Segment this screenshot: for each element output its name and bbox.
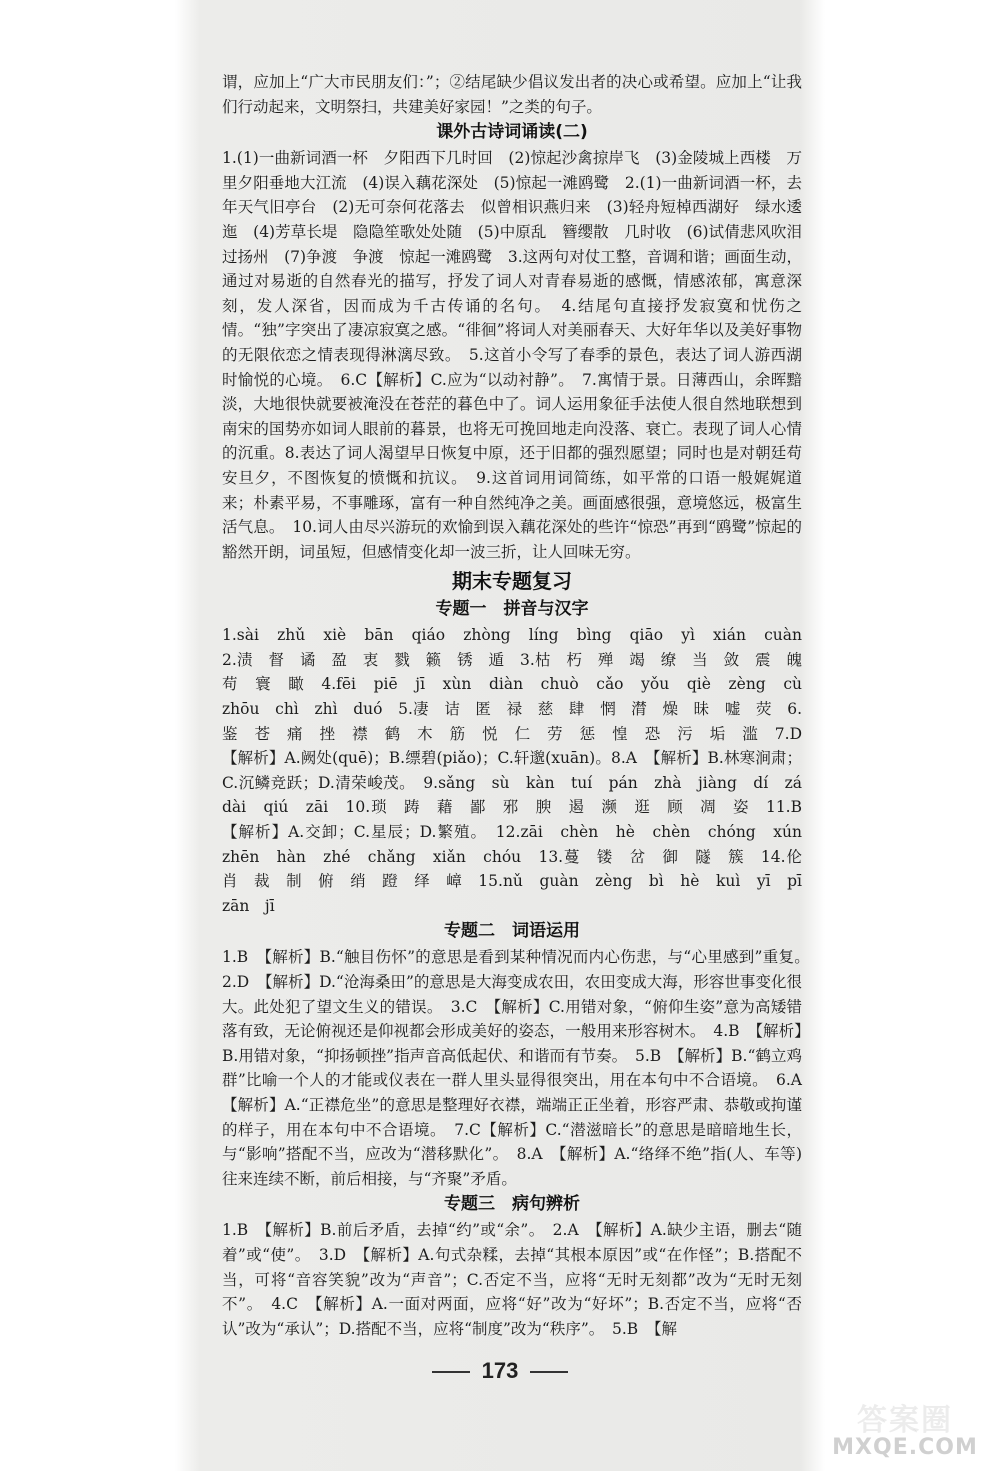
watermark-text: 答案圈 xyxy=(857,1403,953,1438)
topic1-title: 专题一 拼音与汉字 xyxy=(435,599,589,620)
review-title: 期末专题复习 xyxy=(452,569,572,594)
page-number-left-dash xyxy=(432,1371,470,1373)
watermark-logo xyxy=(820,1395,990,1465)
poetry-section-title: 课外古诗词诵读(二) xyxy=(436,122,588,143)
topic2-title: 专题二 词语运用 xyxy=(444,921,580,942)
page-number-right-dash xyxy=(530,1371,568,1373)
page-number-text: 173 xyxy=(481,1358,519,1383)
topic3-title: 专题三 病句辨析 xyxy=(444,1194,580,1215)
topic3-answers: 1.B 【解析】B.前后矛盾，去掉“约”或“余”。 2.A 【解析】A.缺少主语，删去“随着”或“使”。 3.D 【解析】A.句式杂糅，去掉“其根本原因”或“在作怪”；B.搭配不当，可将“音容笑貌”改为“声音”；C.否定不当，应将“无时无刻都”改为“无时无刻不”。 4.C 【解析】A.一面对两面，应将“好”改为“好坏”；B.否定不当，应将“否认”改为“承认”；D.搭配不当，应将“制度”改为“秩序”。 5.B 【解 xyxy=(222,1221,802,1338)
watermark-url: MXQE.COM xyxy=(832,1435,978,1460)
poetry-answers: 1.(1)一曲新词酒一杯 夕阳西下几时回 (2)惊起沙禽掠岸飞 (3)金陵城上西楼 万里夕阳垂地大江流 (4)误入藕花深处 (5)惊起一滩鸥鹭 2.(1)一曲新词酒一杯，去年天气旧亭台 (2)无可奈何花落去 似曾相识燕归来 (3)轻舟短棹西湖好 绿水逶迤 (4)芳草长堤 隐隐笙歌处处随 (5)中原乱 簪缨散 几时收 (6)试倩悲风吹泪过扬州 (7)争渡 争渡 惊起一滩鸥鹭 3.这两句对仗工整，音调和谐；画面生动，通过对易逝的自然春光的描写，抒发了词人对青春易逝的感慨，情感浓郁，寓意深刻，发人深省，因而成为千古传诵的名句。 4.结尾句直接抒发寂寞和忧伤之情。“独”字突出了凄凉寂寞之感。“徘徊”将词人对美丽春天、大好年华以及美好事物的无限依恋之情表现得淋漓尽致。 5.这首小令写了春季的景色，表达了词人游西湖时愉悦的心境。 6.C【解析】C.应为“以动衬静”。 7.寓情于景。日薄西山，余晖黯淡，大地很快就要被淹没在苍茫的暮色中了。词人运用象征手法使人很自然地联想到南宋的国势亦如词人眼前的暮景，也将无可挽回地走向没落、衰亡。表现了词人心情的沉重。8.表达了词人渴望早日恢复中原，还于旧都的强烈愿望；同时也是对朝廷苟安旦夕，不图恢复的愤慨和抗议。 9.这首词用词简练，如平常的口语一般娓娓道来；朴素平易，不事雕琢，富有一种自然纯净之美。画面感很强，意境悠远，极富生活气息。 10.词人由尽兴游玩的欢愉到误入藕花深处的些许“惊恐”再到“鸥鹭”惊起的豁然开朗，词虽短，但感情变化却一波三折，让人回味无穷。 xyxy=(222,149,802,561)
intro-paragraph: 谓，应加上“广大市民朋友们：”；②结尾缺少倡议发出者的决心或希望。应加上“让我们行动起来，文明祭扫，共建美好家园！”之类的句子。 xyxy=(222,73,802,116)
page-number xyxy=(0,1358,1000,1384)
topic1-answers: 1.sài zhǔ xiè bān qiáo zhòng líng bìng qiāo yì xián cuàn 2.渍 督 谲 盈 衷 戮 籁 锈 遁 3.枯 朽 殚 竭 缭 当 敛 震 魄 苟 寰 瞰 4.fēi piē jī xùn diàn chuò cǎo yǒu qiè zèng cù zhōu chì zhì duó 5.凄 诘 匿 禄 慈 肆 惘 潸 燥 昧 嘘 荧 6.鉴 苍 痛 挫 襟 鹤 木 筋 悦 仁 劳 惩 惶 恐 污 垢 滥 7.D 【解析】A.阙处(quē)；B.缥碧(piǎo)；C.轩邈(xuān)。8.A 【解析】B.林寒涧肃；C.沉鳞竞跃；D.清荣峻茂。 9.sǎng sù kàn tuí pán zhà jiàng dí zá dài qiú zāi 10.琐 踌 藉 鄙 邪 腴 遏 濒 逛 顾 凋 姿 11.B 【解析】A.交卸；C.星辰；D.繁殖。 12.zāi chèn hè chèn chóng xún zhēn hàn zhé chǎng xiǎn chóu 13.蔓 镂 岔 御 隧 簇 14.伦 肖 裁 制 俯 绡 蹬 绎 嶂 15.nǔ guàn zèng bì hè kuì yī pī zān jī xyxy=(222,626,818,915)
topic2-answers: 1.B 【解析】B.“触目伤怀”的意思是看到某种情况而内心伤悲，与“心里感到”重复。 2.D 【解析】D.“沧海桑田”的意思是大海变成农田，农田变成大海，形容世事变化很大。此处犯了望文生义的错误。 3.C 【解析】C.用错对象，“俯仰生姿”意为高矮错落有致，无论俯视还是仰视都会形成美好的姿态，一般用来形容树木。 4.B 【解析】B.用错对象，“抑扬顿挫”指声音高低起伏、和谐而有节奏。 5.B 【解析】B.“鹤立鸡群”比喻一个人的才能或仪表在一群人里头显得很突出，用在本句中不合语境。 6.A 【解析】A.“正襟危坐”的意思是整理好衣襟，端端正正坐着，形容严肃、恭敬或拘谨的样子，用在本句中不合语境。 7.C【解析】C.“潜滋暗长”的意思是暗暗地生长，与“影响”搭配不当，应改为“潜移默化”。 8.A 【解析】A.“络绎不绝”指(人、车等)往来连续不断，前后相接，与“齐聚”矛盾。 xyxy=(222,948,818,1188)
page-content xyxy=(222,70,818,1341)
